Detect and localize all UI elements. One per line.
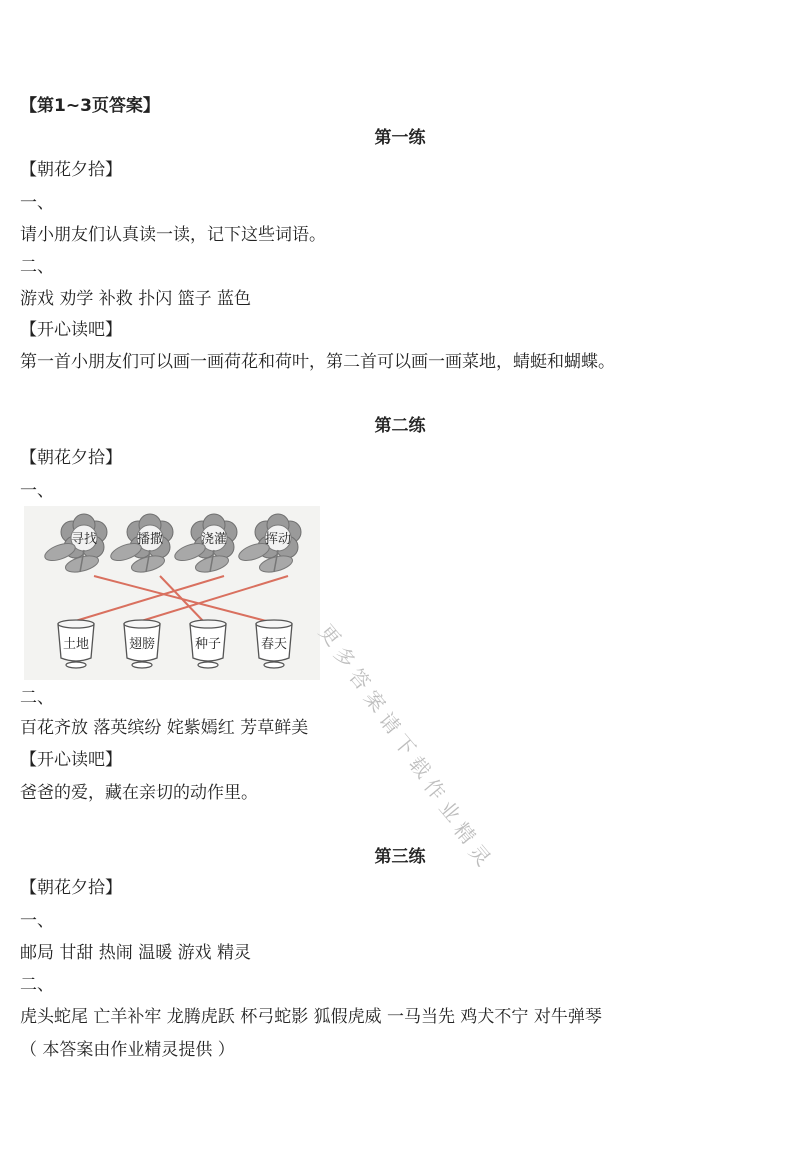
watermark-char: 下 bbox=[389, 729, 421, 761]
flower-group bbox=[43, 514, 301, 575]
section-1-part2-heading: 【开心读吧】 bbox=[20, 320, 122, 340]
answer-source-note: （ 本答案由作业精灵提供 ） bbox=[20, 1040, 235, 1060]
cup-2 bbox=[124, 620, 160, 668]
match-line-3 bbox=[72, 576, 224, 622]
section-3-q2-number: 二、 bbox=[20, 975, 54, 995]
watermark-char: 请 bbox=[374, 707, 406, 739]
watermark-char: 业 bbox=[434, 795, 466, 827]
section-1-q2-number: 二、 bbox=[20, 257, 54, 277]
section-2-part2-heading: 【开心读吧】 bbox=[20, 750, 122, 770]
matching-exercise-figure bbox=[24, 506, 320, 680]
section-1-part1-heading: 【朝花夕拾】 bbox=[20, 160, 122, 180]
flower-2 bbox=[109, 514, 173, 575]
flower-label-2: 播撒 bbox=[136, 532, 164, 547]
watermark-char: 更 bbox=[314, 620, 346, 651]
match-line-4 bbox=[138, 576, 288, 622]
section-3-q2-answer: 虎头蛇尾 亡羊补牢 龙腾虎跃 杯弓蛇影 狐假虎威 一马当先 鸡犬不宁 对牛弹琴 bbox=[20, 1007, 602, 1027]
flower-label-1: 寻找 bbox=[70, 532, 98, 547]
watermark-char: 多 bbox=[329, 641, 361, 673]
cup-4 bbox=[256, 620, 292, 668]
section-3-q1-number: 一、 bbox=[20, 911, 54, 931]
cup-label-1: 土地 bbox=[62, 637, 90, 652]
section-2-part2-answer: 爸爸的爱，藏在亲切的动作里。 bbox=[20, 783, 258, 803]
section-2-part1-heading: 【朝花夕拾】 bbox=[20, 448, 122, 468]
section-title-2: 第二练 bbox=[374, 416, 426, 436]
watermark-svg bbox=[310, 620, 510, 880]
section-2-q2-answer: 百花齐放 落英缤纷 姹紫嫣红 芳草鲜美 bbox=[20, 718, 309, 738]
section-title-3: 第三练 bbox=[374, 847, 426, 867]
watermark bbox=[310, 620, 510, 880]
flower-3 bbox=[173, 514, 237, 575]
flower-1 bbox=[43, 514, 107, 575]
cup-3 bbox=[190, 620, 226, 668]
section-1-part2-answer: 第一首小朋友们可以画一画荷花和荷叶，第二首可以画一画菜地，蜻蜓和蝴蝶。 bbox=[20, 352, 615, 372]
flower-4 bbox=[237, 514, 301, 575]
section-3-q1-answer: 邮局 甘甜 热闹 温暖 游戏 精灵 bbox=[20, 943, 252, 963]
watermark-char: 作 bbox=[419, 773, 451, 805]
watermark-char: 精 bbox=[449, 817, 481, 849]
flower-label-4: 挥动 bbox=[264, 532, 292, 547]
cup-label-4: 春天 bbox=[260, 637, 288, 652]
page-header: 【第1~3页答案】 bbox=[20, 96, 160, 116]
section-1-q1-answer: 请小朋友们认真读一读，记下这些词语。 bbox=[20, 225, 326, 245]
section-1-q1-number: 一、 bbox=[20, 193, 54, 213]
watermark-char: 案 bbox=[359, 685, 391, 717]
cup-group bbox=[58, 620, 292, 668]
watermark-char: 灵 bbox=[464, 839, 496, 871]
matching-exercise-svg bbox=[24, 506, 320, 680]
section-1-q2-answer: 游戏 劝学 补救 扑闪 篮子 蓝色 bbox=[20, 289, 252, 309]
cup-label-2: 翅膀 bbox=[128, 637, 156, 652]
matching-lines bbox=[72, 576, 288, 622]
section-3-part1-heading: 【朝花夕拾】 bbox=[20, 878, 122, 898]
section-2-q2-number: 二、 bbox=[20, 688, 54, 708]
watermark-char: 答 bbox=[344, 663, 376, 695]
flower-label-3: 浇灌 bbox=[200, 532, 228, 547]
watermark-char: 载 bbox=[404, 751, 436, 783]
section-2-q1-number: 一、 bbox=[20, 481, 54, 501]
match-line-2 bbox=[160, 576, 204, 622]
cup-label-3: 种子 bbox=[194, 637, 222, 652]
section-title-1: 第一练 bbox=[374, 128, 426, 148]
cup-1 bbox=[58, 620, 94, 668]
